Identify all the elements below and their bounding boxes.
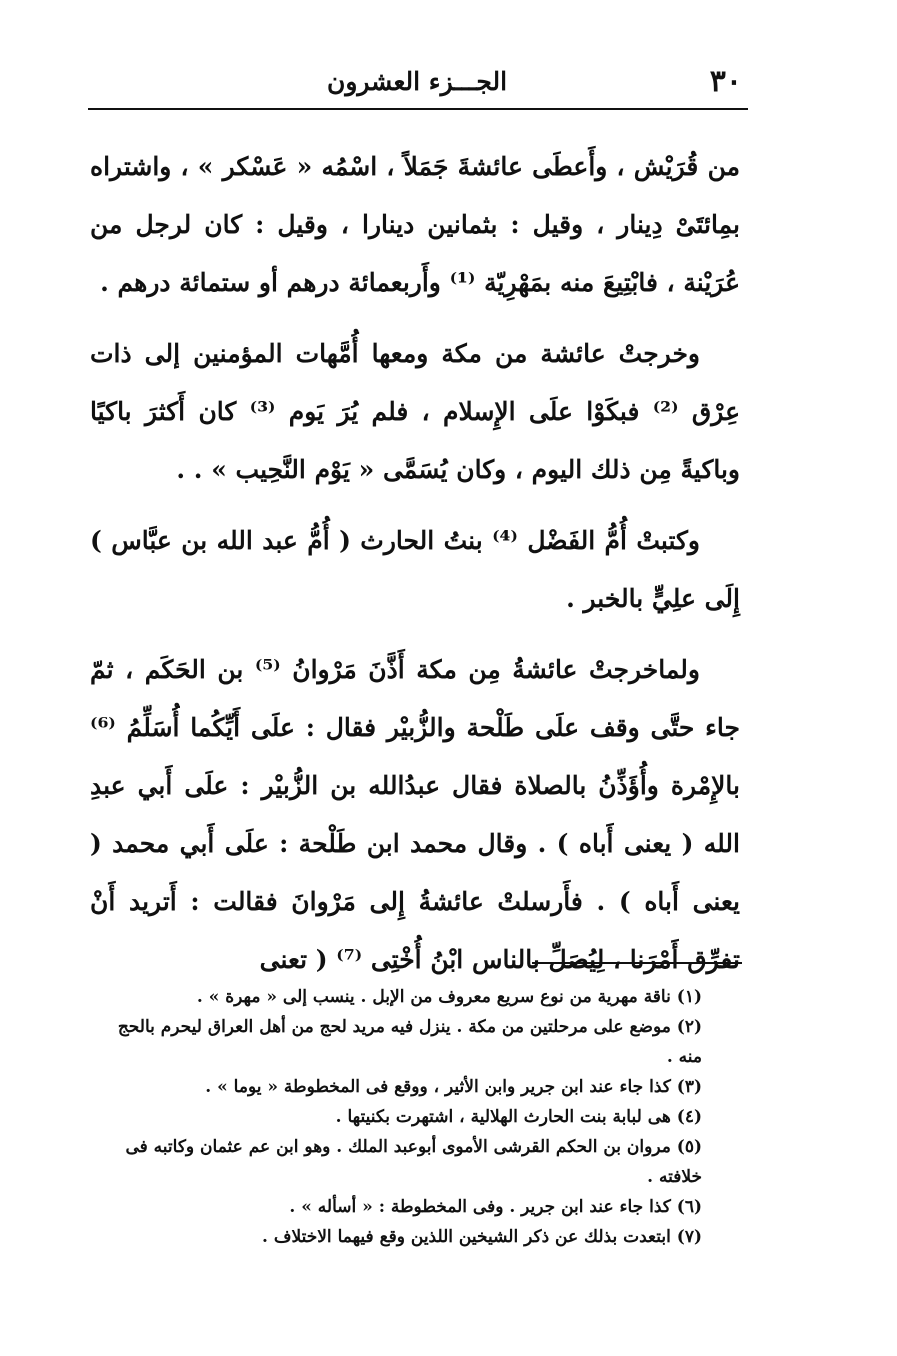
footnote-rule	[532, 962, 742, 964]
paragraph: وكتبتْ أُمُّ الفَضْل ⁽⁴⁾ بنتُ الحارث ( أُمُّ عبد الله بن عبَّاس ) إِلَى علِيٍّ بالخبر .	[90, 526, 740, 613]
footnote: (٤) هى لبابة بنت الحارث الهلالية ، اشتهرت بكنيتها .	[335, 1107, 702, 1127]
footnote: (٣) كذا جاء عند ابن جرير وابن الأثير ، ووقع فى المخطوطة « يوما » .	[205, 1077, 702, 1097]
footnotes	[92, 982, 742, 1252]
page-number: ٣٠	[709, 64, 742, 99]
paragraph: من قُرَيْش ، وأَعطَى عائشةَ جَمَلاً ، اسْمُه « عَسْكر » ، واشتراه بمِائتَىْ دِينار ، وقيل : بثمانين دينارا ، وقيل : كان لرجل من عُرَيْنة ، فابْتِيعَ منه بمَهْرِيّة ⁽¹⁾ وأَربعمائة درهم أو ستمائة درهم .	[90, 152, 740, 297]
body-text	[90, 138, 740, 1002]
footnote: (٦) كذا جاء عند ابن جرير . وفى المخطوطة : « أسأله » .	[289, 1197, 702, 1217]
paragraph: وخرجتْ عائشة من مكة ومعها أُمَّهات المؤمنين إلى ذات عِرْق ⁽²⁾ فبكَوْا علَى الإِسلام ، فلم يُرَ يَوم ⁽³⁾ كان أَكثرَ باكيًا وباكيةً مِن ذلك اليوم ، وكان يُسَمَّى « يَوْم النَّحِيب » . .	[90, 339, 740, 484]
paragraph: ولماخرجتْ عائشةُ مِن مكة أَذَّنَ مَرْوانُ ⁽⁵⁾ بن الحَكَم ، ثمّ جاء حتَّى وقف علَى طَلْحة والزُّبيْر فقال : علَى أَيِّكُما أُسَلِّمُ ⁽⁶⁾ بالإِمْرة وأُؤَذِّنُ بالصلاة فقال عبدُالله بن الزُّبيْر : علَى أَبي عبدِ الله ( يعنى أَباه ) . وقال محمد ابن طَلْحة : علَى أَبي محمد ( يعنى أَباه ) . فأَرسلتْ عائشةُ إِلى مَرْوانَ فقالت : أَتريد أَنْ تفرِّق أَمْرَنا ، لِيُصَلِّ بالناس ابْنُ أُخْتِى ⁽⁷⁾ ( تعنى	[90, 655, 740, 974]
page-header	[92, 62, 742, 104]
running-title: الجـــزء العشرون	[326, 67, 508, 96]
footnote: (٥) مروان بن الحكم القرشى الأموى أبوعبد الملك . وهو ابن عم عثمان وكاتبه فى خلافته .	[125, 1137, 702, 1187]
footnote: (١) ناقة مهرية من نوع سريع معروف من الإبل . ينسب إلى « مهرة » .	[196, 987, 702, 1007]
footnote: (٢) موضع على مرحلتين من مكة . ينزل فيه مريد لحج من أهل العراق ليحرم بالحج منه .	[117, 1017, 702, 1067]
header-rule	[88, 108, 748, 110]
footnote: (٧) ابتعدت بذلك عن ذكر الشيخين اللذين وقع فيهما الاختلاف .	[261, 1227, 702, 1247]
